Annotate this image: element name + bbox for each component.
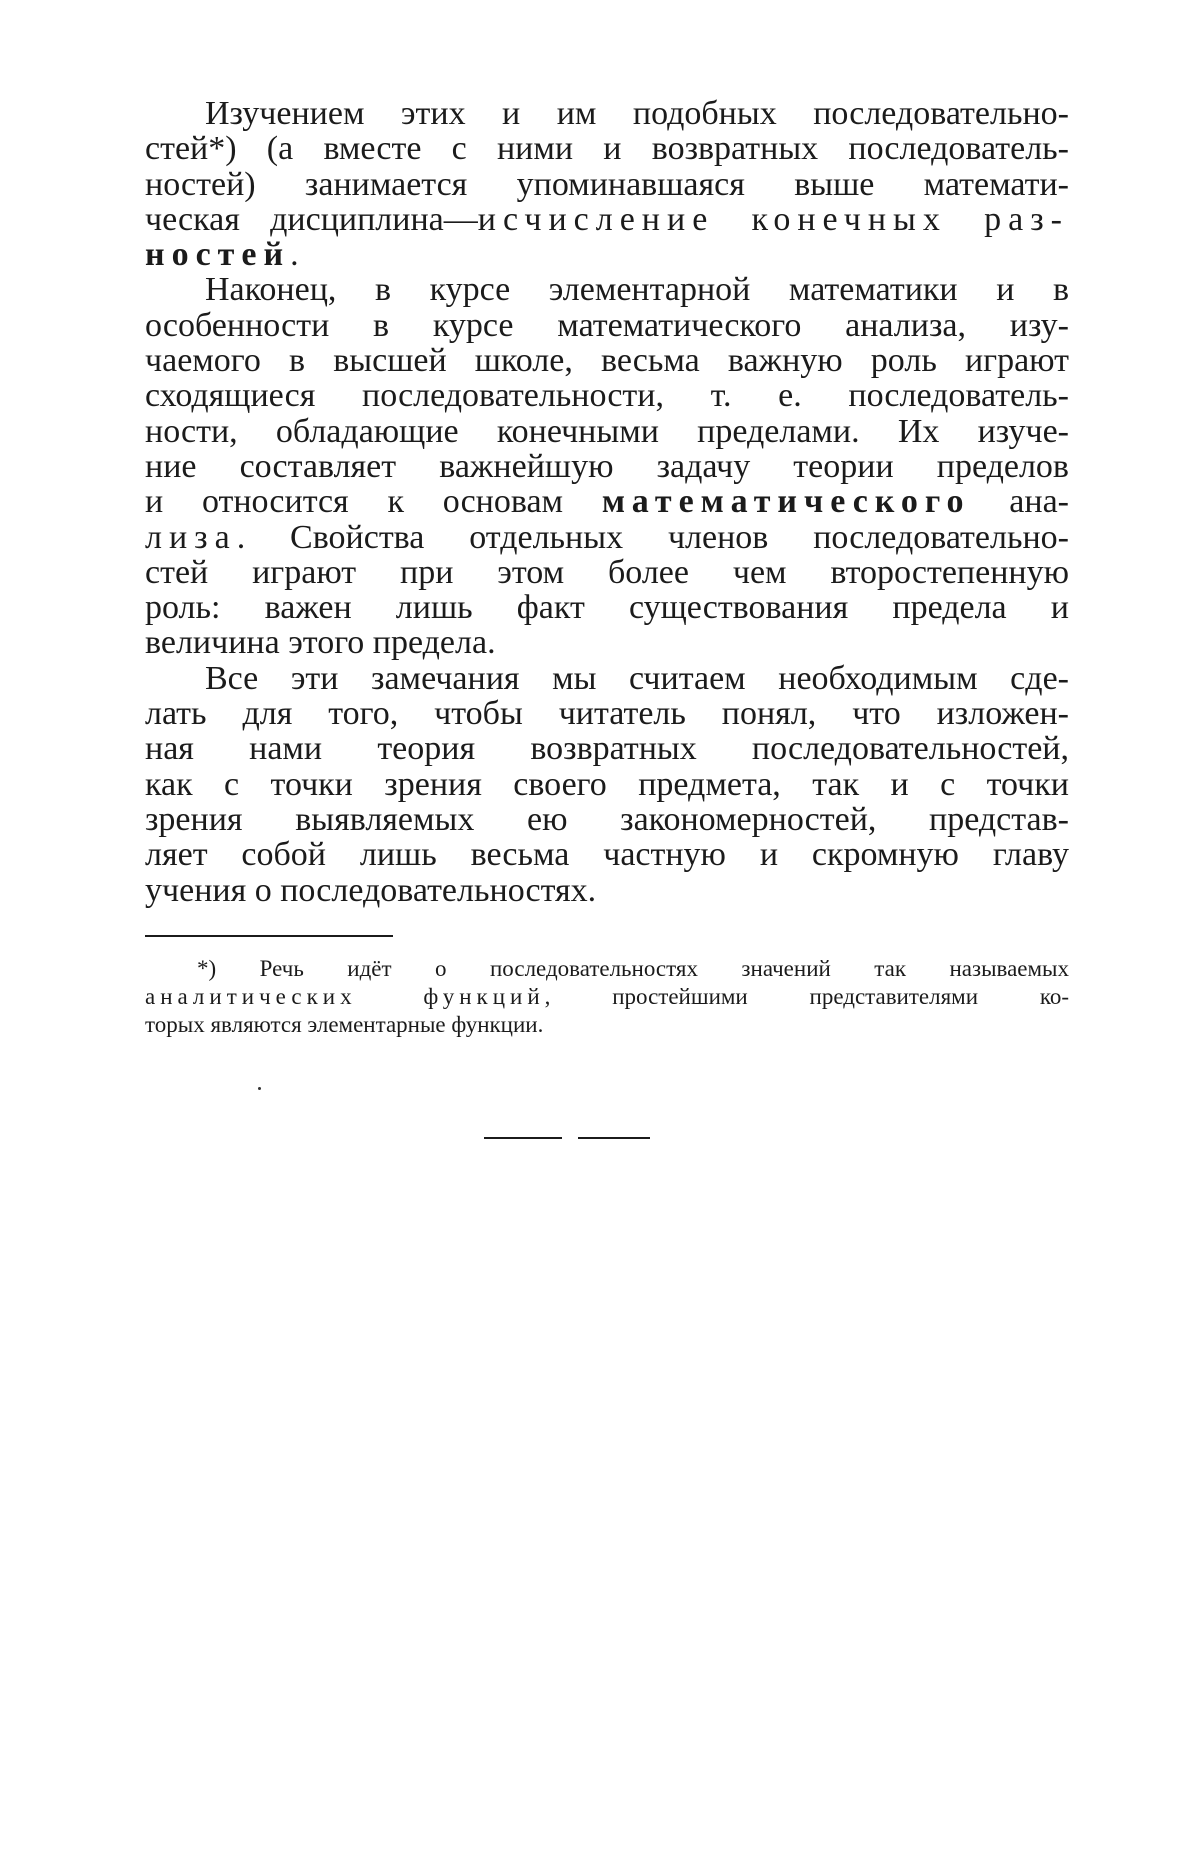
text-line: величина этого предела. bbox=[145, 625, 496, 661]
text-line: учения о последовательностях. bbox=[145, 872, 597, 908]
end-of-section-rule bbox=[578, 1137, 650, 1139]
text-line: ностей) занимается упоминавшаяся выше математи- bbox=[145, 166, 1069, 202]
text-line: особенности в курсе математического анализа, изу- bbox=[145, 307, 1069, 344]
text-line: ческая дисциплина—исчисление конечных раз- bbox=[145, 201, 1069, 238]
text-line: ности, обладающие конечными пределами. Их изуче- bbox=[145, 413, 1069, 449]
text-line: как с точки зрения своего предмета, так и с точки bbox=[145, 766, 1069, 802]
text-line: Наконец, в курсе элементарной математики и в bbox=[205, 272, 1069, 308]
emphasized-term: ностей bbox=[145, 237, 291, 273]
text-line: ляет собой лишь весьма частную и скромную главу bbox=[145, 837, 1069, 873]
footnote bbox=[145, 955, 1069, 1039]
text-line: лиза. Свойства отдельных членов последовательно- bbox=[145, 519, 1069, 555]
emphasized-term: исчисление конечных раз- bbox=[477, 201, 1069, 238]
text-line: стей играют при этом более чем второстепенную bbox=[145, 554, 1069, 591]
text-line: и относится к основам математического ана- bbox=[145, 484, 1069, 520]
text-line: ние составляет важнейшую задачу теории пределов bbox=[145, 448, 1069, 485]
text-line: роль: важен лишь факт существования предела и bbox=[145, 590, 1069, 626]
text-line: сходящиеся последовательности, т. е. последователь- bbox=[145, 378, 1069, 414]
footnote-separator bbox=[145, 935, 393, 937]
text-line: зрения выявляемых ею закономерностей, представ- bbox=[145, 801, 1069, 838]
text-line: ная нами теория возвратных последовательностей, bbox=[145, 731, 1069, 767]
emphasized-term: лиза bbox=[145, 519, 237, 555]
text-line: стей*) (а вместе с ними и возвратных последователь- bbox=[145, 131, 1069, 167]
emphasized-term: математического bbox=[601, 484, 971, 520]
footnote-line: торых являются элементарные функции. bbox=[145, 1012, 544, 1037]
footnote-line: *) Речь идёт о последовательностях значений так называемых bbox=[197, 956, 1069, 981]
text-line: чаемого в высшей школе, весьма важную роль играют bbox=[145, 343, 1069, 379]
text-line: лать для того, чтобы читатель понял, что изложен- bbox=[145, 696, 1069, 732]
text-line: ностей. bbox=[145, 237, 299, 273]
end-of-section-rule bbox=[484, 1137, 562, 1139]
emphasized-term: аналитических функций bbox=[145, 984, 545, 1009]
main-text bbox=[145, 96, 1069, 908]
text-line: Все эти замечания мы считаем необходимым сде- bbox=[205, 660, 1069, 697]
text-line: Изучением этих и им подобных последовательно- bbox=[205, 96, 1069, 132]
footnote-line: аналитических функций, простейшими представителями ко- bbox=[145, 984, 1069, 1009]
print-speck bbox=[258, 1087, 261, 1090]
